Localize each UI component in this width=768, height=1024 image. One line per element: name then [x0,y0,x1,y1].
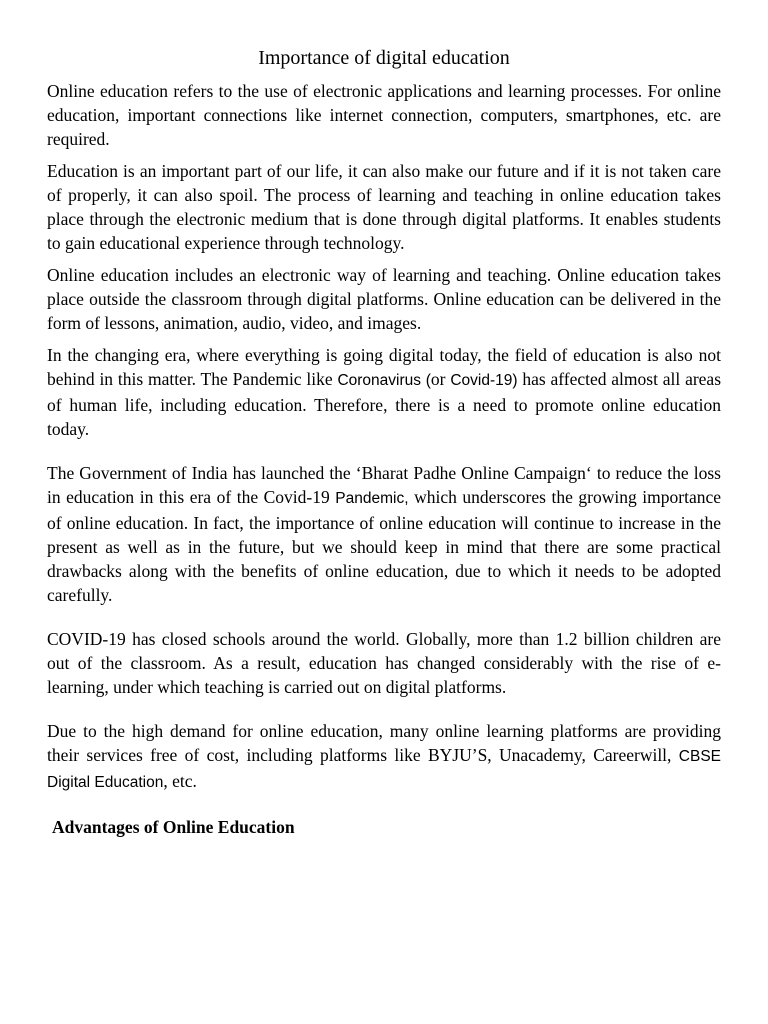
document-title: Importance of digital education [258,47,510,69]
paragraph-7-text-a: Due to the high demand for online education, many online learning platforms are providing their services free of cost, including platforms like BYJU’S, Unacademy, Careerwill, [47,721,721,765]
paragraph-4-text-a: In the changing era, where everything is going digital today, the field of education is also not behind in this matter. The Pandemic like [47,345,721,389]
section-heading-advantages: Advantages of Online Education [52,817,295,837]
paragraph-7 [47,719,721,795]
paragraph-7-text-c: , etc. [163,771,197,791]
covid19-link-text: Covid-19) [450,372,518,389]
paragraph-1: Online education refers to the use of electronic applications and learning processes. For online education, important connections like internet connection, computers, smartphones, etc. are required. [47,81,721,149]
cbse-digital-education-text: CBSE Digital Education [47,748,721,791]
pandemic-link-text: Pandemic, [335,490,409,507]
paragraph-6: COVID-19 has closed schools around the world. Globally, more than 1.2 billion children are out of the classroom. As a result, education has changed considerably with the rise of e-learning, under which teaching is carried out on digital platforms. [47,629,721,697]
paragraph-2: Education is an important part of our life, it can also make our future and if it is not taken care of properly, it can also spoil. The process of learning and teaching in online education takes place through the electronic medium that is done through digital platforms. It enables students to gain educational experience through technology. [47,161,721,253]
paragraph-4 [47,343,721,441]
coronavirus-link-text: Coronavirus ( [337,372,431,389]
paragraph-5 [47,461,721,607]
paragraph-4-text-c: or [430,369,451,389]
paragraph-3: Online education includes an electronic way of learning and teaching. Online education takes place outside the classroom through digital platforms. Online education can be delivered in the form of lessons, animation, audio, video, and images. [47,265,721,333]
paragraph-5-text-c: which underscores the growing importance of online education. In fact, the importance of online education will continue to increase in the present as well as in the future, but we should keep in mind that there are some practical drawbacks along with the benefits of online education, due to which it needs to be adopted carefully. [47,487,721,605]
paragraph-4-text-e: has affected almost all areas of human life, including education. Therefore, there is a need to promote online education today. [47,369,722,439]
paragraph-5-text-a: The Government of India has launched the ‘Bharat Padhe Online Campaign‘ to reduce the loss in education in this era of the Covid-19 [47,463,721,507]
